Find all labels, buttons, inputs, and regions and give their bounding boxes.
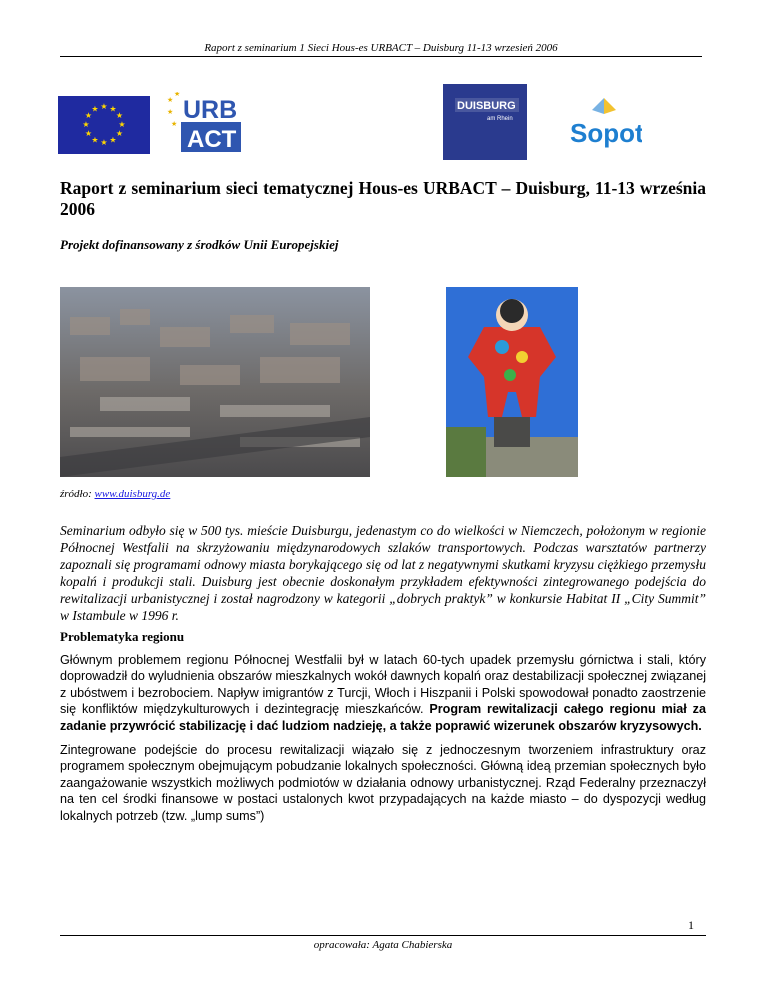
svg-text:★: ★ (84, 129, 93, 138)
sopot-logo (566, 94, 642, 152)
svg-text:★: ★ (109, 104, 117, 114)
footer-rule (60, 935, 706, 936)
svg-text:★: ★ (115, 111, 124, 120)
urbact-logo (165, 92, 241, 152)
eu-flag-logo (58, 96, 150, 154)
running-header: Raport z seminarium 1 Sieci Hous-es URBACT – Duisburg 11-13 wrzesień 2006 (60, 42, 702, 57)
svg-text:★: ★ (91, 104, 99, 114)
svg-text:★: ★ (167, 108, 174, 116)
svg-text:ACT: ACT (187, 126, 237, 152)
svg-text:★: ★ (171, 120, 178, 128)
svg-text:★: ★ (100, 138, 108, 147)
paragraph-1-text: Głównym problemem regionu Północnej Westfalii był w latach 60-tych upadek przemysłu górnictwa i stali, który doprowadził do wyludnienia obszarów mieszkalnych wokół dawnych kopalń oraz destabilizacji społecznej związanej z ubóstwem i bezrobociem. Napływ imigrantów z Turcji, Włoch i Hiszpanii i Polski spowodował ponadto zaostrzenie się konfliktów międzykulturowych i dezintegrację mieszkańców. (60, 653, 706, 717)
svg-text:DUISBURG: DUISBURG (457, 100, 516, 112)
svg-text:★: ★ (84, 111, 93, 120)
duisburg-aerial-photo (60, 287, 370, 477)
photo-source (60, 488, 170, 500)
svg-text:Sopot: Sopot (570, 118, 642, 148)
body-paragraph-1 (60, 652, 706, 734)
body-paragraph-2: Zintegrowane podejście do procesu rewitalizacji wiązało się z jednoczesnym tworzeniem infrastruktury oraz programem społecznym obejmującym pobudzanie lokalnych społeczności. Główną ideą przemian społecznych było zaangażowanie wszystkich możliwych podmiotów w działania odnowy urbanistycznej. Rząd Federalny przeznaczył na ten cel środki finansowe w postaci ustalonych kwot przypadających na każde miasto – do dyspozycji według lokalnych potrzeb (tzw. „lump sums”) (60, 743, 706, 823)
svg-text:★: ★ (118, 120, 126, 129)
document-subtitle: Projekt dofinansowany z środków Unii Europejskiej (60, 237, 339, 252)
svg-text:★: ★ (115, 129, 124, 138)
paragraph-1-bold-text: Program rewitalizacji całego regionu miał za zadanie przywrócić stabilizację i dać ludziom nadzieję, a także poprawić wizerunek obszarów kryzysowych. (60, 702, 706, 733)
svg-text:★: ★ (109, 135, 117, 145)
sculpture-photo (446, 287, 578, 477)
document-title: Raport z seminarium sieci tematycznej Hous-es URBACT – Duisburg, 11-13 września 2006 (60, 178, 706, 219)
source-label: źródło: (60, 488, 95, 500)
footer-author: opracowała: Agata Chabierska (313, 939, 453, 951)
source-link[interactable]: www.duisburg.de (94, 488, 171, 500)
svg-text:am Rhein: am Rhein (487, 116, 513, 122)
svg-text:★: ★ (91, 135, 99, 145)
intro-paragraph: Seminarium odbyło się w 500 tys. mieście Duisburgu, jedenastym co do wielkości w Niemczech, położonym w regionie Północnej Westfalii na skrzyżowaniu międzynarodowych szlaków transportowych. Podczas warsztatów partnerzy zapoznali się programami odnowy miasta borykającego się od lat z negatywnymi skutkami kryzysu ciężkiego przemysłu kopalń i produkcji stali. Duisburg jest obecnie doskonałym przykładem efektywności zintegrowanego podejścia do rewitalizacji urbanistycznej i został nagrodzony w kategorii „dobrych praktyk” w konkursie Habitat II „City Summit” w Istambule w 1996 r. (60, 523, 706, 623)
page-number: 1 (688, 918, 694, 932)
section-heading: Problematyka regionu (60, 629, 185, 644)
eu-stars-icon (58, 96, 150, 154)
svg-text:★: ★ (82, 120, 90, 129)
duisburg-logo (443, 84, 527, 160)
svg-text:★: ★ (174, 92, 181, 98)
svg-text:★: ★ (167, 96, 174, 104)
svg-text:URB: URB (183, 96, 238, 124)
svg-text:★: ★ (100, 102, 108, 111)
